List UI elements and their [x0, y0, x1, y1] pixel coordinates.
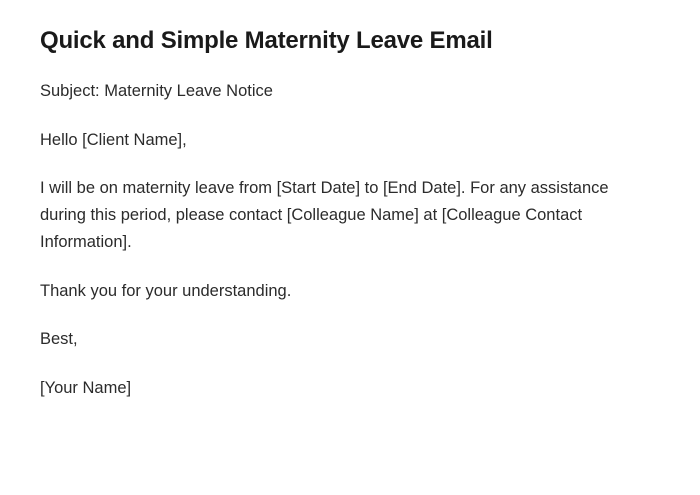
paragraph-signoff: Best, — [40, 330, 78, 349]
page-title: Quick and Simple Maternity Leave Email — [40, 27, 493, 54]
paragraph-thanks: Thank you for your understanding. — [40, 281, 292, 300]
paragraph-subject: Subject: Maternity Leave Notice — [40, 82, 273, 100]
paragraph-signature-name: [Your Name] — [40, 379, 132, 398]
paragraph-leave-details: I will be on maternity leave from [Start Date] to [End Date]. For any assistance during this period, please contact [Colleague Name] at [Colleague Contact Information]. — [40, 179, 609, 251]
paragraph-greeting: Hello [Client Name], — [40, 130, 187, 149]
